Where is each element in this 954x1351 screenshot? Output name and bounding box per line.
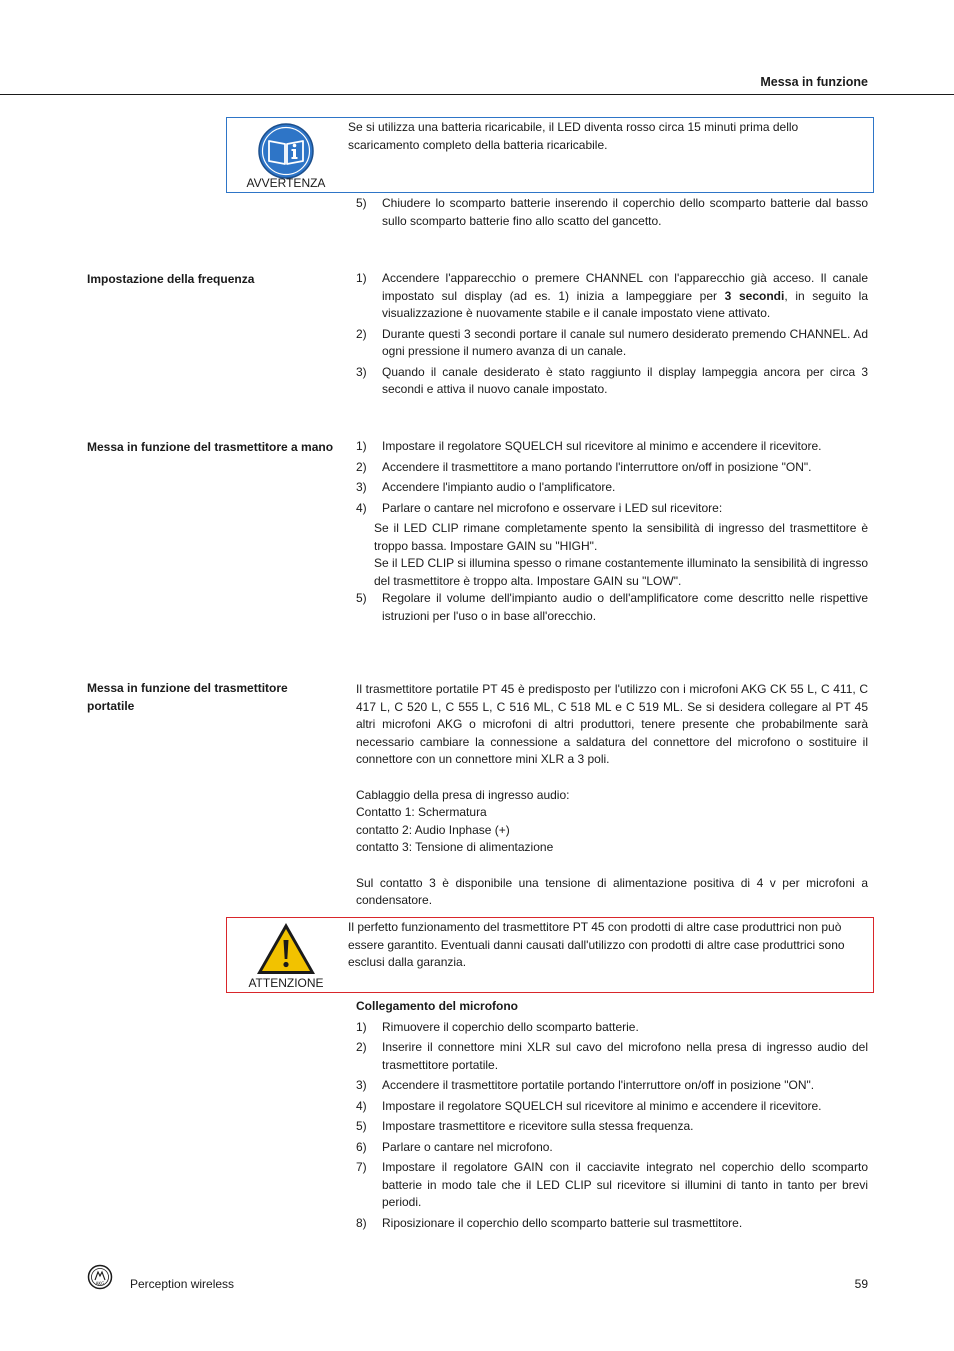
step-text: Impostare il regolatore SQUELCH sul ricevitore al minimo e accendere il ricevitore. <box>382 1098 822 1113</box>
portable-intro-paragraph: Il trasmettitore portatile PT 45 è predisposto per l'utilizzo con i microfoni AKG CK 55 L, C 411, C 417 L, C 520 L, C 555 L, C 516 ML, C 518 ML e C 519 ML. Se si desidera collegare al PT 45 altri microfoni AKG o microfoni di altri produttori, tenere presente che probabilmente sarà necessario cambiare la connessione a saldatura del connettore del microfono o sostituire il connettore con un connettore mini XLR a 3 poli. <box>356 682 868 766</box>
info-notice-box <box>226 117 874 193</box>
list-item <box>356 1159 868 1212</box>
step-number: 3) <box>356 364 367 379</box>
subsection-heading-microphone: Collegamento del microfono <box>356 999 519 1013</box>
step-number: 5) <box>356 591 367 605</box>
step-text: Parlare o cantare nel microfono e osservare i LED sul ricevitore: <box>382 500 723 515</box>
step-text: Regolare il volume dell'impianto audio o dell'amplificatore come descritto nelle rispettive istruzioni per l'uso o in base all'orecchio. <box>382 591 868 623</box>
step-number: 5) <box>356 196 367 210</box>
notice-caption: AVVERTENZA <box>246 175 326 190</box>
list-item <box>356 1215 868 1233</box>
wiring-contact-3: contatto 3: Tensione di alimentazione <box>356 840 554 854</box>
microphone-connection-section <box>356 998 868 1235</box>
battery-close-step <box>356 195 868 233</box>
list-item <box>356 270 868 323</box>
page-number: 59 <box>854 1277 868 1291</box>
step-number: 1) <box>356 271 367 285</box>
list-item <box>356 1077 868 1095</box>
list-item <box>356 364 868 399</box>
step-text: Chiudere lo scomparto batterie inserendo il coperchio dello scomparto batterie dal basso sullo scomparto batterie fino allo scatto del gancetto. <box>382 196 868 228</box>
voltage-paragraph: Sul contatto 3 è disponibile una tensione di alimentazione positiva di 4 v per microfoni a condensatore. <box>356 875 868 907</box>
step-text: Durante questi 3 secondi portare il canale sul numero desiderato premendo CHANNEL. Ad ogni pressione il numero avanza di un canale. <box>382 326 868 358</box>
header-rule <box>0 94 954 95</box>
step-text: Impostare trasmettitore e ricevitore sulla stessa frequenza. <box>382 1119 694 1133</box>
hand-transmitter-steps <box>356 438 868 628</box>
wiring-contact-1: Contatto 1: Schermatura <box>356 805 487 819</box>
step-text: Inserire il connettore mini XLR sul cavo del microfono nella presa di ingresso audio del trasmettitore portatile. <box>382 1040 868 1072</box>
step-number: 2) <box>356 1040 367 1054</box>
step-number: 4) <box>356 1098 367 1113</box>
step-text: Riposizionare il coperchio dello scomparto batterie sul trasmettitore. <box>382 1215 743 1230</box>
step-text: Rimuovere il coperchio dello scomparto batterie. <box>382 1019 639 1034</box>
step-text: , in seguito la visualizzazione è nuovamente stabile e il canale impostato viene attivato. <box>382 288 868 320</box>
akg-logo-text: AKG <box>95 1281 105 1286</box>
list-item <box>356 1098 868 1116</box>
notice-text: Se si utilizza una batteria ricaricabile, il LED diventa rosso circa 15 minuti prima dello scaricamento completo della batteria ricaricabile. <box>348 120 799 152</box>
footer-product-name: Perception wireless <box>130 1277 235 1291</box>
step-number: 6) <box>356 1139 367 1154</box>
step-text: Quando il canale desiderato è stato raggiunto il display lampeggia ancora per circa 3 secondi e attiva il nuovo canale impostato. <box>382 364 868 396</box>
list-item <box>356 1019 868 1037</box>
frequency-steps <box>356 270 868 402</box>
step-number: 1) <box>356 1019 367 1034</box>
warning-triangle-icon <box>254 920 318 978</box>
notice-text: Il perfetto funzionamento del trasmettitore PT 45 con prodotti di altre case produttrici non può essere garantito. Eventuali danni causati dall'utilizzo con prodotti di altre case produttrici sono esclusi dalla garanzia. <box>348 920 845 969</box>
list-item <box>356 1139 868 1157</box>
step-number: 3) <box>356 1078 367 1092</box>
list-item <box>356 438 868 456</box>
portable-transmitter-body <box>356 681 868 910</box>
step-number: 7) <box>356 1160 367 1174</box>
step-number: 4) <box>356 500 367 515</box>
wiring-title: Cablaggio della presa di ingresso audio: <box>356 787 570 802</box>
list-item <box>356 195 868 230</box>
clip-led-off-note: Se il LED CLIP rimane completamente spento la sensibilità di ingresso del trasmettitore è troppo bassa. Impostare GAIN su "HIGH". <box>374 521 868 553</box>
step-number: 1) <box>356 439 367 453</box>
akg-logo-icon <box>87 1264 113 1290</box>
list-item <box>356 459 868 477</box>
running-header-title: Messa in funzione <box>760 75 868 89</box>
step-text: Accendere il trasmettitore portatile portando l'interruttore on/off in posizione "ON". <box>382 1078 815 1092</box>
section-heading-portable-transmitter: Messa in funzione del trasmettitore portatile <box>87 681 288 713</box>
list-item <box>356 479 868 497</box>
step-text-bold: 3 secondi <box>724 288 785 303</box>
section-heading-hand-transmitter: Messa in funzione del trasmettitore a mano <box>87 440 334 454</box>
list-item <box>356 1118 868 1136</box>
step-text: Impostare il regolatore SQUELCH sul ricevitore al minimo e accendere il ricevitore. <box>382 439 822 453</box>
step-text: Parlare o cantare nel microfono. <box>382 1139 553 1154</box>
wiring-contact-2: contatto 2: Audio Inphase (+) <box>356 822 510 837</box>
clip-led-on-note: Se il LED CLIP si illumina spesso o rimane costantemente illuminato la sensibilità di ingresso del trasmettitore è troppo alta. Impostare GAIN su "LOW". <box>374 556 868 588</box>
step-number: 3) <box>356 480 367 494</box>
step-text: Accendere l'apparecchio o premere CHANNEL con l'apparecchio già acceso. Il canale impostato sul display (ad es. 1) inizia a lampeggiare per <box>382 271 868 303</box>
step-text: Accendere il trasmettitore a mano portando l'interruttore on/off in posizione "ON". <box>382 459 812 474</box>
step-text: Accendere l'impianto audio o l'amplificatore. <box>382 480 616 494</box>
list-item <box>356 590 868 625</box>
step-text: Impostare il regolatore GAIN con il cacciavite integrato nel coperchio dello scomparto batterie in modo tale che il LED CLIP sul ricevitore si illumini di tanto in tanto per brevi periodi. <box>382 1160 868 1209</box>
notice-caption: ATTENZIONE <box>248 975 324 990</box>
list-item <box>356 1039 868 1074</box>
section-heading-frequency: Impostazione della frequenza <box>87 272 255 286</box>
warning-notice-box <box>226 917 874 993</box>
step-number: 5) <box>356 1119 367 1133</box>
list-item <box>356 326 868 361</box>
step-number: 2) <box>356 459 367 474</box>
step-number: 8) <box>356 1215 367 1230</box>
info-manual-icon <box>257 122 315 180</box>
list-item <box>356 500 868 518</box>
step-number: 2) <box>356 326 367 341</box>
